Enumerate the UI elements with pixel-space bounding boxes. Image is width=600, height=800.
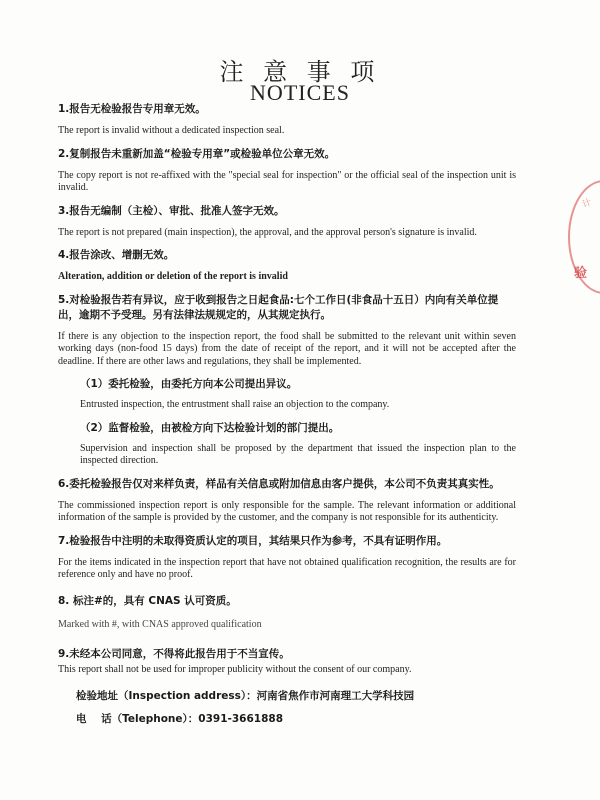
- notice-item-3: [58, 204, 516, 240]
- notice-9-cn: 9.未经本公司同意，不得将此报告用于不当宣传。: [58, 648, 290, 660]
- phone-value: 0391-3661888: [198, 712, 284, 725]
- notice-2-en: The copy report is not re-affixed with the "special seal for inspection" or the official seal of the inspection unit is invalid.: [58, 169, 516, 193]
- notice-4-cn: 4.报告涂改、增删无效。: [58, 249, 175, 261]
- notice-5-sub-2: [58, 421, 516, 468]
- notice-5-sub-1-cn: （1）委托检验，由委托方向本公司提出异议。: [80, 378, 298, 390]
- address-label: 检验地址（Inspection address）：: [76, 689, 257, 702]
- notice-6-cn: 6.委托检验报告仅对来样负责，样品有关信息或附加信息由客户提供，本公司不负责其真实性。: [58, 477, 500, 490]
- title-chinese: 注 意 事 项: [219, 58, 381, 86]
- notice-3-en: The report is not prepared (main inspection), the approval, and the approval person's signature is invalid.: [58, 226, 477, 238]
- seal-visible-text: 验: [574, 266, 588, 281]
- notice-8-en: Marked with #, with CNAS approved qualification: [58, 618, 262, 630]
- notice-9-en: This report shall not be used for improper publicity without the consent of our company.: [58, 664, 412, 675]
- notice-7-en: For the items indicated in the inspection report that have not obtained qualification recognition, the results are for reference only and have no proof.: [58, 556, 516, 580]
- notice-4-en: Alteration, addition or deletion of the report is invalid: [58, 271, 288, 282]
- notice-5-sub-1-en: Entrusted inspection, the entrustment shall raise an objection to the company.: [80, 399, 390, 410]
- address-line: [76, 689, 516, 704]
- notice-5-sub-2-en: Supervision and inspection shall be proposed by the department that issued the inspection plan to the inspected direction.: [80, 442, 516, 466]
- notice-5-cn: 5.对检验报告若有异议，应于收到报告之日起食品:七个工作日(非食品十五日）内向有关单位提出，逾期不予受理。另有法律法规规定的，从其规定执行。: [58, 293, 499, 321]
- phone-line: [76, 712, 516, 727]
- title-english: NOTICES: [250, 80, 350, 105]
- notice-1-en: The report is invalid without a dedicated inspection seal.: [58, 125, 285, 136]
- notice-8-cn: 8. 标注#的，具有 CNAS 认可资质。: [58, 594, 237, 607]
- contact-block: [58, 689, 516, 727]
- notice-2-cn: 2.复制报告未重新加盖“检验专用章”或检验单位公章无效。: [58, 147, 336, 160]
- notice-6-en: The commissioned inspection report is only responsible for the sample. The relevant information or additional information of the sample is provided by the customer, and the company is not responsible for its authenticity.: [58, 499, 516, 523]
- notice-1-cn: 1.报告无检验报告专用章无效。: [58, 103, 206, 115]
- notice-item-8: [58, 594, 516, 632]
- notice-5-sub-1: [58, 377, 516, 412]
- notices-content: [58, 102, 516, 727]
- notice-7-cn: 7.检验报告中注明的未取得资质认定的项目，其结果只作为参考，不具有证明作用。: [58, 534, 448, 547]
- phone-label: 电 话（Telephone）：: [76, 712, 199, 725]
- notice-item-6: [58, 477, 516, 525]
- notice-item-1: [58, 102, 516, 138]
- address-value: 河南省焦作市河南理工大学科技园: [256, 689, 415, 702]
- seal-arc-text: 计: [581, 197, 593, 211]
- notice-item-4: [58, 248, 516, 284]
- notice-5-en: If there is any objection to the inspection report, the food shall be submitted to the relevant unit within seven working days (non-food 15 days) from the date of receipt of the report, and it will not be accepted after the deadline. If there are other laws and regulations, they shall be implemented.: [58, 330, 516, 367]
- notice-item-2: [58, 147, 516, 195]
- notice-item-9: [58, 647, 516, 677]
- notice-item-5: [58, 293, 516, 369]
- notice-5-sub-2-cn: （2）监督检验，由被检方向下达检验计划的部门提出。: [80, 421, 340, 434]
- notice-3-cn: 3.报告无编制（主检）、审批、批准人签字无效。: [58, 204, 285, 217]
- notice-item-7: [58, 534, 516, 582]
